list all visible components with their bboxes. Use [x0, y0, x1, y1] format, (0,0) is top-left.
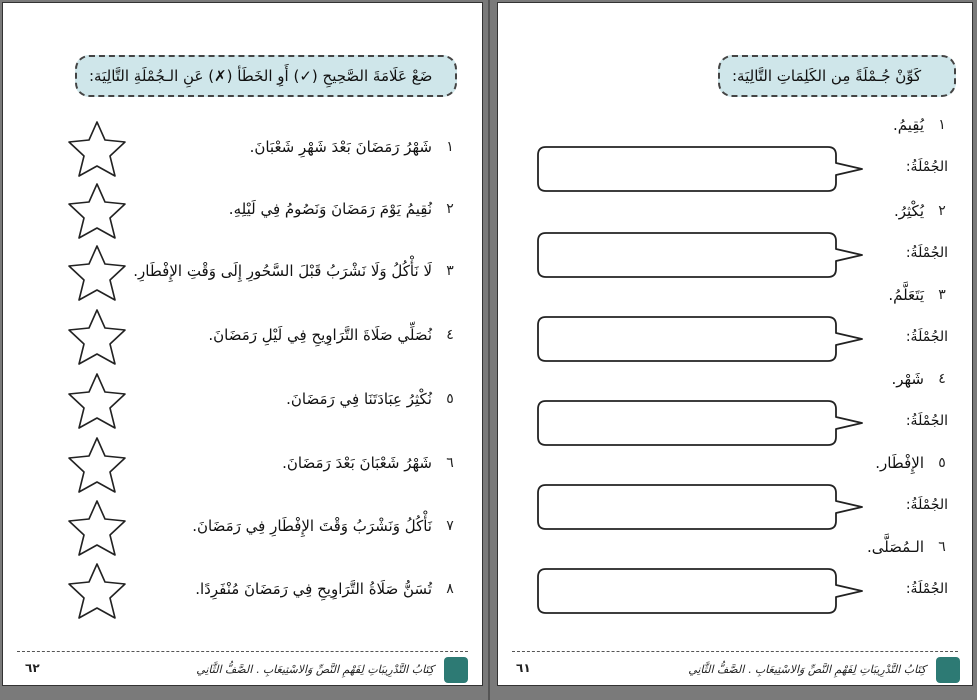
page-number: ٦١: [516, 661, 531, 675]
sentence-answer-bubble[interactable]: [536, 145, 866, 193]
sentence-answer-bubble[interactable]: [536, 399, 866, 447]
item-number: ٤: [446, 327, 454, 343]
answer-star-icon[interactable]: [65, 118, 129, 180]
sentence-label: الجُمْلَةُ:: [905, 245, 948, 261]
statement-text: نُصَلِّي صَلَاةَ التَّرَاوِيحِ فِي لَيْلِ رَمَضَانَ.: [208, 326, 432, 344]
answer-star-icon[interactable]: [65, 370, 129, 432]
answer-star-icon[interactable]: [65, 560, 129, 622]
book-logo-icon: [444, 657, 468, 683]
item-number: ٦: [938, 539, 946, 555]
sentence-answer-bubble[interactable]: [536, 315, 866, 363]
sentence-answer-bubble[interactable]: [536, 231, 866, 279]
item-number: ٧: [446, 518, 454, 534]
statement-text: شَهْرُ شَعْبَانَ بَعْدَ رَمَضَانَ.: [282, 454, 432, 472]
sentence-answer-bubble[interactable]: [536, 483, 866, 531]
right-instruction-box: [718, 55, 956, 97]
sentence-answer-bubble[interactable]: [536, 567, 866, 615]
statement-text: تُسَنُّ صَلَاةُ التَّرَاوِيحِ فِي رَمَضَانَ مُنْفَرِدًا.: [195, 580, 432, 598]
left-page: [2, 2, 483, 686]
footer-divider: [17, 651, 468, 652]
item-number: ١: [446, 139, 454, 155]
answer-star-icon[interactable]: [65, 180, 129, 242]
given-word: يَتَعَلَّمُ.: [888, 286, 924, 304]
spine-divider: [488, 0, 490, 700]
statement-text: نَأْكُلُ وَنَشْرَبُ وَقْتَ الإِفْطَارِ فِي رَمَضَانَ.: [192, 517, 432, 535]
item-number: ٤: [938, 371, 946, 387]
item-number: ٥: [446, 391, 454, 407]
item-number: ٥: [938, 455, 946, 471]
left-instruction: ضَعْ عَلَامَةَ الصَّحِيحِ (✓) أَوِ الخَطَأ (✗) عَنِ الـجُمْلَةِ التَّالِيَة:: [89, 67, 433, 85]
footer-book-title: كِتَابُ التَّدْرِيبَاتِ لِفَهْمِ النَّصِّ وَالاسْتِيعَابِ . الصَّفُّ الثَّانِي: [688, 663, 926, 676]
sentence-label: الجُمْلَةُ:: [905, 581, 948, 597]
book-logo-icon: [936, 657, 960, 683]
footer-divider: [512, 651, 958, 652]
item-number: ٣: [446, 263, 454, 279]
sentence-label: الجُمْلَةُ:: [905, 329, 948, 345]
answer-star-icon[interactable]: [65, 242, 129, 304]
answer-star-icon[interactable]: [65, 306, 129, 368]
given-word: يُكْثِرُ.: [893, 202, 924, 220]
statement-text: نُقِيمُ يَوْمَ رَمَضَانَ وَنَصُومُ فِي لَيْلِهِ.: [228, 200, 432, 218]
right-page: [497, 2, 973, 686]
given-word: الإِفْطَار.: [875, 454, 924, 472]
footer-book-title: كِتَابُ التَّدْرِيبَاتِ لِفَهْمِ النَّصِّ وَالاسْتِيعَابِ . الصَّفُّ الثَّانِي: [196, 663, 434, 676]
statement-text: لَا نَأْكُلُ وَلَا نَشْرَبُ قَبْلَ السَّحُورِ إِلَى وَقْتِ الإِفْطَارِ.: [133, 262, 432, 280]
left-instruction-box: [75, 55, 457, 97]
given-word: الـمُصَلَّى.: [866, 538, 924, 556]
given-word: شَهْر.: [891, 370, 924, 388]
sentence-label: الجُمْلَةُ:: [905, 413, 948, 429]
statement-text: شَهْرُ رَمَضَانَ بَعْدَ شَهْرِ شَعْبَانَ.: [249, 138, 432, 156]
item-number: ١: [938, 117, 946, 133]
item-number: ٦: [446, 455, 454, 471]
answer-star-icon[interactable]: [65, 497, 129, 559]
item-number: ٢: [938, 203, 946, 219]
sentence-label: الجُمْلَةُ:: [905, 497, 948, 513]
sentence-label: الجُمْلَةُ:: [905, 159, 948, 175]
page-number: ٦٢: [25, 661, 40, 675]
statement-text: نُكْثِرُ عِبَادَتَنَا فِي رَمَضَانَ.: [286, 390, 432, 408]
item-number: ٣: [938, 287, 946, 303]
given-word: يُقِيمُ.: [892, 116, 924, 134]
item-number: ٢: [446, 201, 454, 217]
right-instruction: كَوِّنْ جُـمْلَةً مِن الكَلِمَاتِ التَّالِيَة:: [732, 67, 922, 85]
answer-star-icon[interactable]: [65, 434, 129, 496]
item-number: ٨: [446, 581, 454, 597]
